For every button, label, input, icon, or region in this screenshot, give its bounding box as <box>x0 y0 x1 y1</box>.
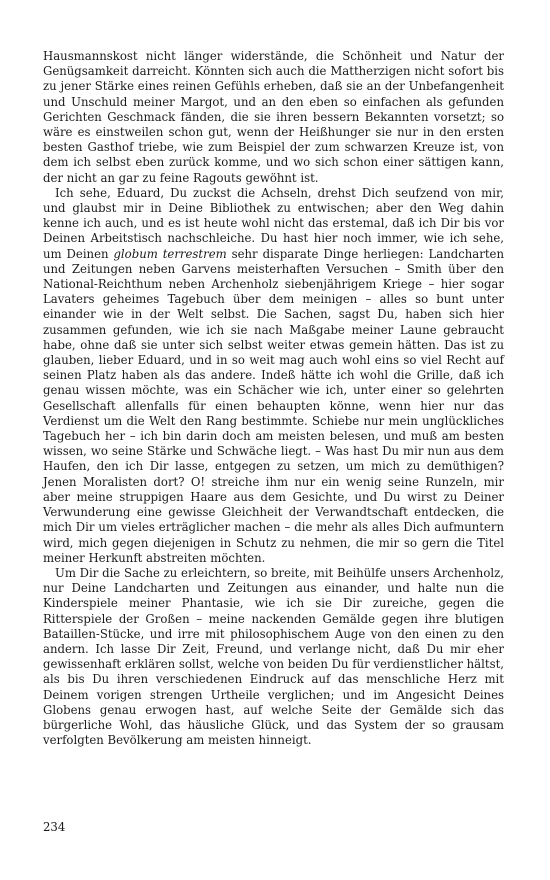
page-number: 234 <box>43 820 66 834</box>
paragraph-1: Hausmannskost nicht länger widerstände, die Schönheit und Natur der Genügsamkeit darreicht. Könnten sich auch die Mattherzigen nicht sofort bis zu jener Stärke eines reinen Gefühls erheben, daß sie an der Unbefangenheit und Unschuld meiner Margot, und an den eben so einfachen als gefunden Gerichten Geschmack fänden, die sie ihren bessern Bekannten vorsetzt; so wäre es einstweilen schon gut, wenn der Heißhunger sie nur in den ersten besten Gasthof triebe, wie zum Beispiel der zum schwarzen Kreuze ist, von dem ich selbst eben zurück komme, und wo sich schon einer sättigen kann, der nicht an gar zu feine Ragouts gewöhnt ist. <box>43 49 504 185</box>
paragraph-2-text-b: sehr disparate Dinge herliegen: Landcharten und Zeitungen neben Garvens meisterhaften Versuchen – Smith über den National-Reichthum neben Archenholz siebenjährigem Kriege – hier sogar Lavaters geheimes Tagebuch über dem meinigen – alles so bunt unter einander wie in der Welt selbst. Die Sachen, sagst Du, haben sich hier zusammen gefunden, wie ich sie nach Maßgabe meiner Laune gebraucht habe, ohne daß sie unter sich selbst weiter etwas gemein hätten. Das ist zu glauben, lieber Eduard, und in so weit mag auch wohl eins so viel Recht auf seinen Platz haben als das andere. Indeß hätte ich wohl die Grille, daß ich genau wissen möchte, was ein Schächer wie ich, unter einer so gelehrten Gesellschaft allenfalls für einen behaupten könne, wenn hier nur das Verdienst um die Welt den Rang bestimmte. Schiebe nur mein unglückliches Tagebuch her – ich bin darin doch am meisten belesen, und muß am besten wissen, wo seine Stärke und Schwäche liegt. – Was hast Du mir nun aus dem Haufen, den ich Dir lasse, entgegen zu setzen, um mich zu demüthigen? Jenen Moralisten dort? O! streiche ihm nur ein wenig seine Runzeln, mir aber meine struppigen Haare aus dem Gesichte, und Du wirst zu Deiner Verwunderung eine gewisse Gleichheit der Verwandtschaft entdecken, die mich Dir um vieles erträglicher machen – die mehr als alles Dich aufmuntern wird, mich gegen diejenigen in Schutz zu nehmen, die mir so gern die Titel meiner Herkunft abstreiten möchten. <box>43 246 504 565</box>
paragraph-2 <box>43 186 504 566</box>
paragraph-3: Um Dir die Sache zu erleichtern, so breite, mit Beihülfe unsers Archenholz, nur Deine Landcharten und Zeitungen aus einander, und halte nun die Kinderspiele meiner Phantasie, wie ich sie Dir zureiche, gegen die Ritterspiele der Großen – meine nackenden Gemälde gegen ihre blutigen Bataillen-Stücke, und irre mit philosophischem Auge von den einen zu den andern. Ich lasse Dir Zeit, Freund, und verlange nicht, daß Du mir eher gewissenhaft erklären sollst, welche von beiden Du für verdienstlicher hältst, als bis Du ihren verschiedenen Eindruck auf das menschliche Herz mit Deinem vorigen strengen Urtheile verglichen; und im Angesicht Deines Globens genau erwogen hast, auf welche Seite der Gemälde sich das bürgerliche Wohl, das häusliche Glück, und das System der so grausam verfolgten Bevölkerung am meisten hinneigt. <box>43 565 504 748</box>
paragraph-2-text-a: Ich sehe, Eduard, Du zuckst die Achseln, drehst Dich seufzend von mir, und glaubst mir in Deine Bibliothek zu entwischen; aber den Weg dahin kenne ich auch, und es ist heute wohl nicht das erstemal, daß ich Dir bis vor Deinen Arbeitstisch nachschleiche. Du hast hier noch immer, wie ich sehe, um Deinen <box>43 185 504 261</box>
page-body <box>43 49 504 748</box>
paragraph-2-latin-term: globum terrestrem <box>113 246 227 261</box>
